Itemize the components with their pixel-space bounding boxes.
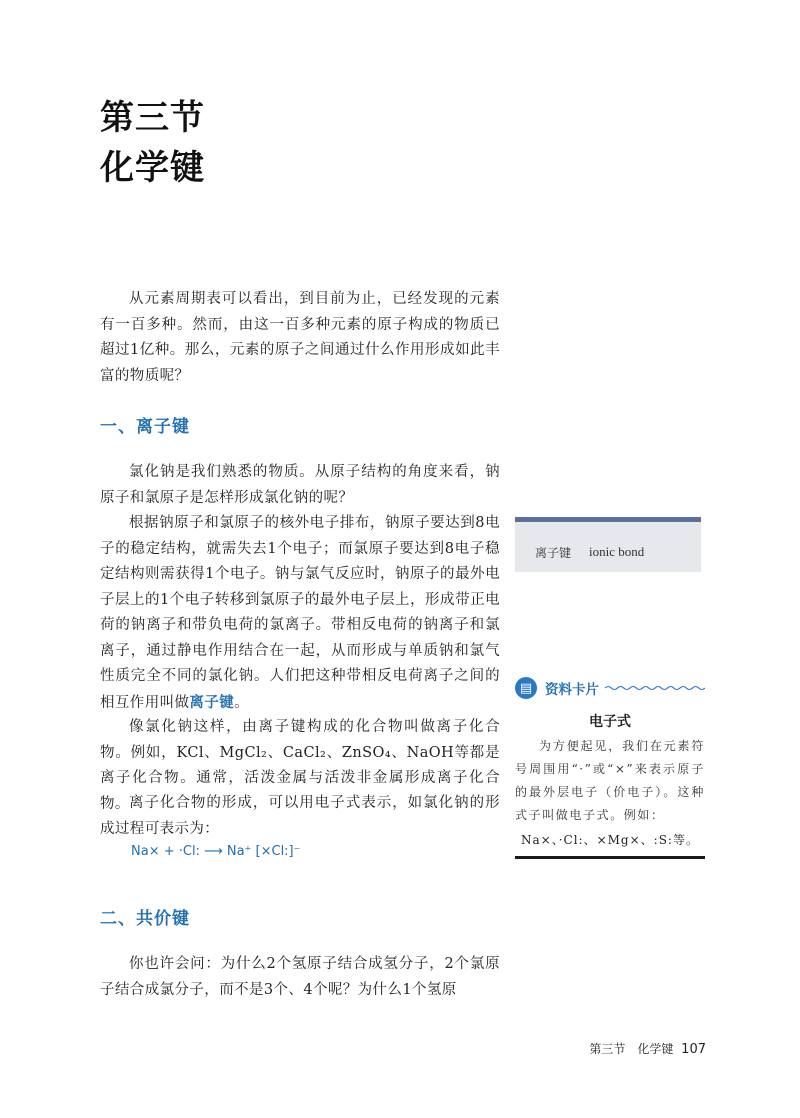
ionic-paragraph-2 <box>100 511 500 716</box>
glossary-term-box <box>515 517 701 572</box>
footer-section-title: 第三节 化学键 <box>589 1042 674 1056</box>
section-number-title: 第三节 <box>100 98 205 138</box>
intro-paragraph: 从元素周期表可以看出，到目前为止，已经发现的元素有一百多种。然而，由这一百多种元素的原子构成的物质已超过1亿种。那么，元素的原子之间通过什么作用形成如此丰富的物质呢？ <box>100 291 500 384</box>
page-number: 107 <box>681 1042 706 1057</box>
info-card-label: 资料卡片 <box>545 682 599 698</box>
ionic-paragraph-3: 像氯化钠这样，由离子键构成的化合物叫做离子化合物。例如，KCl、MgCl₂、CaCl₂、ZnSO₄、NaOH等都是离子化合物。通常，活泼金属与活泼非金属形成离子化合物。 <box>100 719 500 812</box>
section-heading-covalent-bond: 二、共价键 <box>100 909 190 929</box>
ionic-paragraph-1: 氯化钠是我们熟悉的物质。从原子结构的角度来看，钠原子和氯原子是怎样形成氯化钠的呢？ <box>100 464 500 506</box>
info-card-title: 电子式 <box>589 714 631 730</box>
ionic-bond-term: 离子键 <box>189 693 235 711</box>
info-card-text: 为方便起见，我们在元素符号周围用“·”或“×”来表示原子的最外层电子（价电子）。这种式子叫做电子式。例如： <box>515 739 705 822</box>
nacl-formation-equation: Na× + ·Cl: ⟶ Na⁺ [×Cl:]⁻ <box>131 844 301 859</box>
section-topic-title: 化学键 <box>100 148 205 188</box>
wave-divider <box>605 685 705 691</box>
glossary-term-en: ionic bond <box>589 544 645 559</box>
info-card <box>515 675 705 859</box>
ionic-paragraph-2-end: 。 <box>234 694 250 711</box>
info-card-header <box>515 675 705 701</box>
glossary-term-zh: 离子键 <box>535 546 572 560</box>
page-footer <box>589 1040 706 1057</box>
ionic-paragraph-2-text: 根据钠原子和氯原子的核外电子排布，钠原子要达到8电子的稳定结构，就需失去1个电子；而氯原子要达到8电子稳定结构则需获得1个电子。钠与氯气反应时，钠原子的最外电子层上的1个电子转移到氯原子的最外电子层上，形成带正电荷的钠离子和带负电荷的氯离子。带相反电荷的钠离子和氯离子，通过静电作用结合在一起，从而形成与单质钠和氯气性质完全不同的氯化钠。人们把这种带相反电荷离子之间的相互作用叫做 <box>100 515 500 711</box>
book-icon: ▤ <box>515 677 537 699</box>
ionic-paragraph-4: 离子化合物的形成，可以用电子式表示，如氯化钠的形成过程可表示为： <box>100 795 500 837</box>
covalent-paragraph-1: 你也许会问：为什么2个氢原子结合成氢分子，2个氯原子结合成氯分子，而不是3个、4个呢？为什么1个氢原 <box>100 956 500 998</box>
section-heading-ionic-bond: 一、离子键 <box>100 417 190 437</box>
info-card-example: Na×、·Cl:、×Mg×、:S:等。 <box>515 831 705 859</box>
